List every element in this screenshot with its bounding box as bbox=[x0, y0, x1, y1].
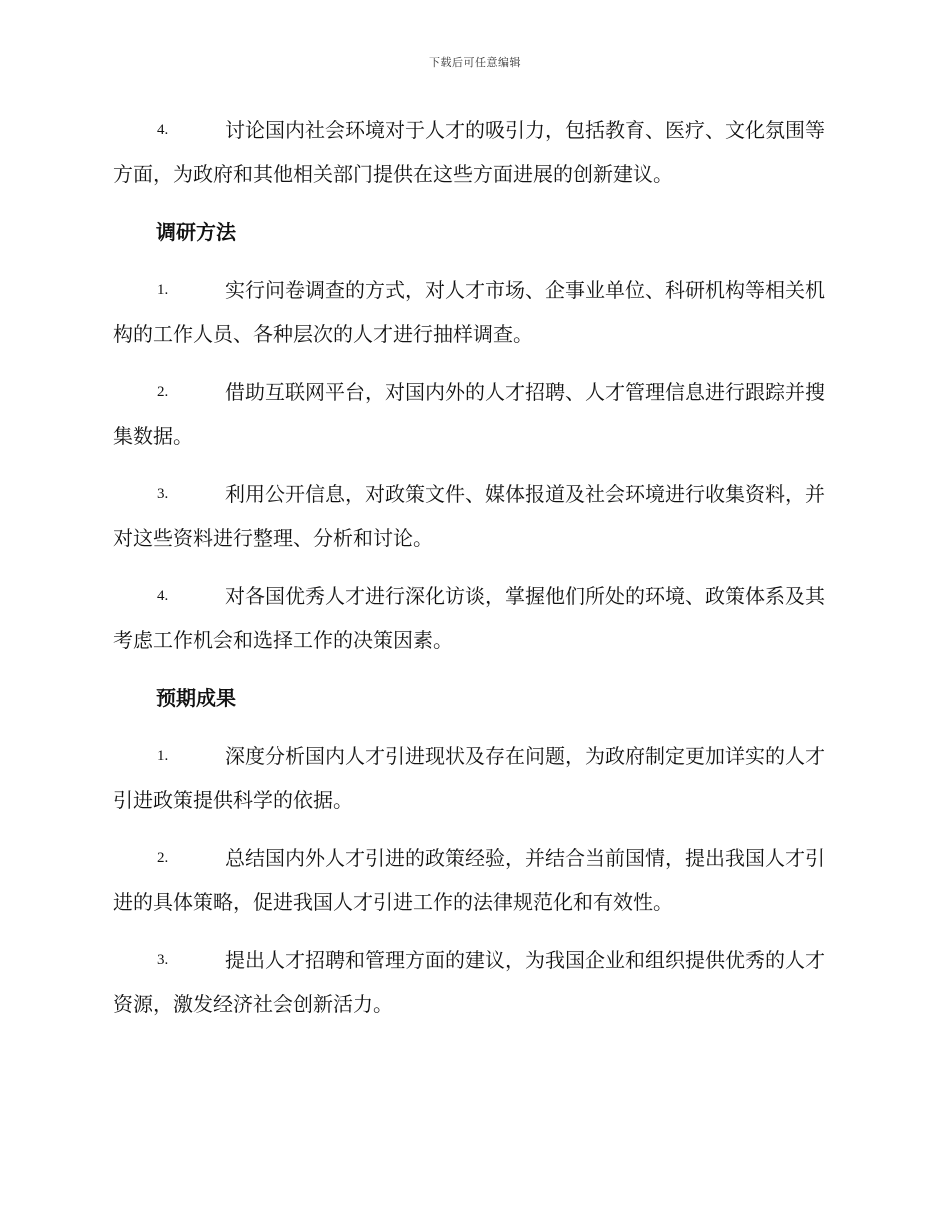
list-item-number: 3. bbox=[157, 486, 169, 502]
list-item bbox=[113, 268, 838, 356]
list-item-text: 讨论国内社会环境对于人才的吸引力，包括教育、医疗、文化氛围等方面，为政府和其他相关部门提供在这些方面进展的创新建议。 bbox=[113, 118, 825, 186]
list-item-text: 总结国内外人才引进的政策经验，并结合当前国情，提出我国人才引进的具体策略，促进我国人才引进工作的法律规范化和有效性。 bbox=[113, 846, 825, 914]
list-item-number: 1. bbox=[157, 282, 169, 298]
list-item-number: 4. bbox=[157, 588, 169, 604]
page-header: 下载后可任意编辑 bbox=[429, 56, 521, 69]
list-item-number: 2. bbox=[157, 384, 169, 400]
list-item-number: 3. bbox=[157, 952, 169, 968]
list-item-text: 实行问卷调查的方式，对人才市场、企事业单位、科研机构等相关机构的工作人员、各种层次的人才进行抽样调查。 bbox=[113, 278, 825, 346]
section-heading-outcomes: 预期成果 bbox=[156, 686, 236, 710]
section-heading-methods: 调研方法 bbox=[156, 220, 236, 244]
list-item-text: 深度分析国内人才引进现状及存在问题，为政府制定更加详实的人才引进政策提供科学的依据。 bbox=[113, 744, 825, 812]
list-item bbox=[113, 574, 838, 662]
list-item-text: 对各国优秀人才进行深化访谈，掌握他们所处的环境、政策体系及其考虑工作机会和选择工作的决策因素。 bbox=[113, 584, 825, 652]
list-item-number: 1. bbox=[157, 748, 169, 764]
list-item bbox=[113, 370, 838, 458]
document-body bbox=[113, 108, 838, 1040]
list-item-text: 利用公开信息，对政策文件、媒体报道及社会环境进行收集资料，并对这些资料进行整理、分析和讨论。 bbox=[113, 482, 825, 550]
list-item-number: 2. bbox=[157, 850, 169, 866]
list-item bbox=[113, 472, 838, 560]
list-item bbox=[113, 108, 838, 196]
list-item bbox=[113, 836, 838, 924]
list-item-number: 4. bbox=[157, 122, 169, 138]
list-item-text: 借助互联网平台，对国内外的人才招聘、人才管理信息进行跟踪并搜集数据。 bbox=[113, 380, 825, 448]
list-item bbox=[113, 938, 838, 1026]
list-item-text: 提出人才招聘和管理方面的建议，为我国企业和组织提供优秀的人才资源，激发经济社会创新活力。 bbox=[113, 948, 825, 1016]
list-item bbox=[113, 734, 838, 822]
